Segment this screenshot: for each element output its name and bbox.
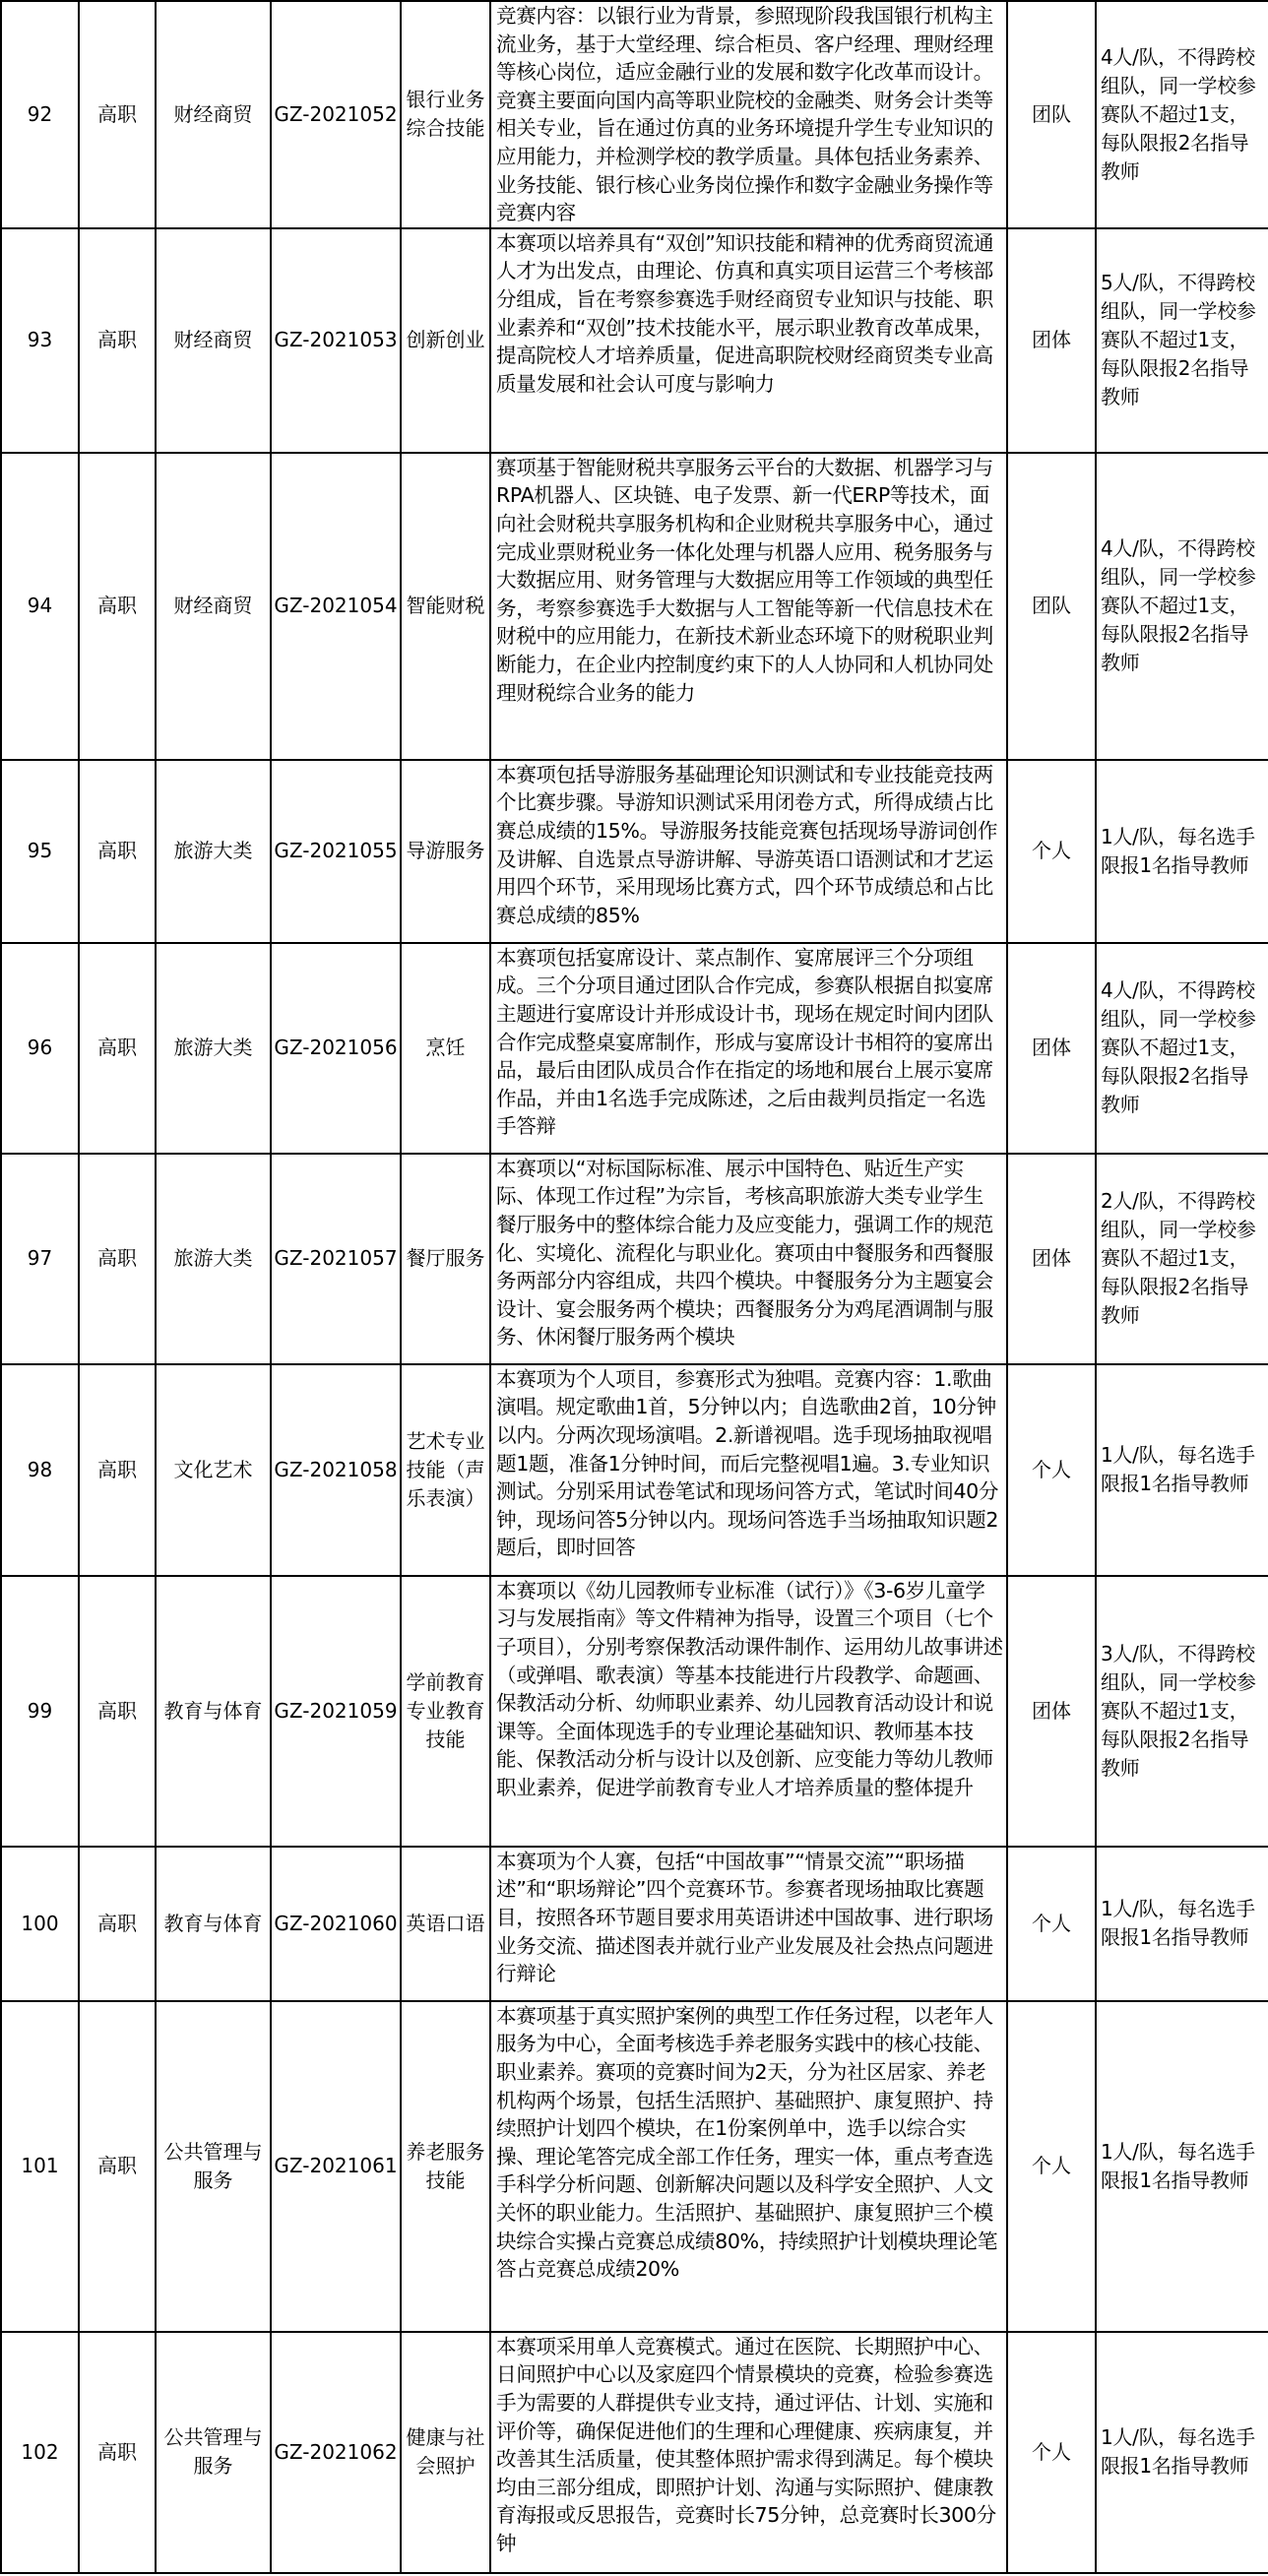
row-number: 99 [1,1576,79,1847]
team-limit: 4人/队，不得跨校组队，同一学校参赛队不超过1支，每队限报2名指导教师 [1096,1,1268,228]
event-description: 本赛项以培养具有“双创”知识技能和精神的优秀商贸流通人才为出发点，由理论、仿真和真实项目运营三个考核部分组成，旨在考察参赛选手财经商贸专业知识与技能、职业素养和“双创”技术技能水平，展示职业教育改革成果，提高院校人才培养质量，促进高职院校财经商贸类专业高质量发展和社会认可度与影响力 [490,228,1007,453]
row-number: 96 [1,943,79,1154]
level: 高职 [79,1576,156,1847]
level: 高职 [79,1364,156,1576]
event-name: 智能财税 [401,453,490,760]
event-description: 本赛项为个人项目，参赛形式为独唱。竞赛内容：1.歌曲演唱。规定歌曲1首，5分钟以内；自选歌曲2首，10分钟以内。分两次现场演唱。2.新谱视唱。选手现场抽取视唱题1题，准备1分钟时间，而后完整视唱1遍。3.专业知识测试。分别采用试卷笔试和现场问答方式，笔试时间40分钟，现场问答5分钟以内。现场问答选手当场抽取知识题2题后，即时回答 [490,1364,1007,1576]
table-row [1,943,1268,1154]
event-name: 银行业务综合技能 [401,1,490,228]
event-description: 本赛项以《幼儿园教师专业标准（试行）》《3-6岁儿童学习与发展指南》等文件精神为指导，设置三个项目（七个子项目），分别考察保教活动课件制作、运用幼儿故事讲述（或弹唱、歌表演）等基本技能进行片段教学、命题画、保教活动分析、幼师职业素养、幼儿园教育活动设计和说课等。全面体现选手的专业理论基础知识、教师基本技能、保教活动分析与设计以及创新、应变能力等幼儿教师职业素养，促进学前教育专业人才培养质量的整体提升 [490,1576,1007,1847]
event-code: GZ-2021054 [271,453,401,760]
event-name: 英语口语 [401,1847,490,2001]
event-description: 本赛项包括导游服务基础理论知识测试和专业技能竞技两个比赛步骤。导游知识测试采用闭卷方式，所得成绩占比赛总成绩的15%。导游服务技能竞赛包括现场导游词创作及讲解、自选景点导游讲解、导游英语口语测试和才艺运用四个环节，采用现场比赛方式，四个环节成绩总和占比赛总成绩的85% [490,760,1007,943]
event-code: GZ-2021060 [271,1847,401,2001]
category: 公共管理与服务 [156,2001,271,2332]
participation-type: 团体 [1007,228,1096,453]
event-name: 餐厅服务 [401,1154,490,1364]
level: 高职 [79,1,156,228]
team-limit: 1人/队，每名选手限报1名指导教师 [1096,760,1268,943]
row-number: 101 [1,2001,79,2332]
participation-type: 团体 [1007,943,1096,1154]
row-number: 93 [1,228,79,453]
event-code: GZ-2021056 [271,943,401,1154]
event-name: 养老服务技能 [401,2001,490,2332]
event-name: 艺术专业技能（声乐表演） [401,1364,490,1576]
participation-type: 个人 [1007,1364,1096,1576]
event-description: 本赛项以“对标国际标准、展示中国特色、贴近生产实际、体现工作过程”为宗旨，考核高职旅游大类专业学生餐厅服务中的整体综合能力及应变能力，强调工作的规范化、实境化、流程化与职业化。赛项由中餐服务和西餐服务两部分内容组成，共四个模块。中餐服务分为主题宴会设计、宴会服务两个模块；西餐服务分为鸡尾酒调制与服务、休闲餐厅服务两个模块 [490,1154,1007,1364]
participation-type: 团队 [1007,453,1096,760]
row-number: 100 [1,1847,79,2001]
table-row [1,228,1268,453]
event-description: 本赛项为个人赛，包括“中国故事”“情景交流”“职场描述”和“职场辩论”四个竞赛环节。参赛者现场抽取比赛题目，按照各环节题目要求用英语讲述中国故事、进行职场业务交流、描述图表并就行业产业发展及社会热点问题进行辩论 [490,1847,1007,2001]
team-limit: 3人/队，不得跨校组队，同一学校参赛队不超过1支，每队限报2名指导教师 [1096,1576,1268,1847]
event-description: 竞赛内容：以银行业为背景，参照现阶段我国银行机构主流业务，基于大堂经理、综合柜员、客户经理、理财经理等核心岗位，适应金融行业的发展和数字化改革而设计。竞赛主要面向国内高等职业院校的金融类、财务会计类等相关专业，旨在通过仿真的业务环境提升学生专业知识的应用能力，并检测学校的教学质量。具体包括业务素养、业务技能、银行核心业务岗位操作和数字金融业务操作等竞赛内容 [490,1,1007,228]
team-limit: 2人/队，不得跨校组队，同一学校参赛队不超过1支，每队限报2名指导教师 [1096,1154,1268,1364]
participation-type: 个人 [1007,2332,1096,2573]
event-name: 烹饪 [401,943,490,1154]
event-code: GZ-2021061 [271,2001,401,2332]
table-row [1,1154,1268,1364]
team-limit: 4人/队，不得跨校组队，同一学校参赛队不超过1支，每队限报2名指导教师 [1096,943,1268,1154]
event-name: 创新创业 [401,228,490,453]
event-description: 赛项基于智能财税共享服务云平台的大数据、机器学习与RPA机器人、区块链、电子发票、新一代ERP等技术，面向社会财税共享服务机构和企业财税共享服务中心，通过完成业票财税业务一体化处理与机器人应用、税务服务与大数据应用、财务管理与大数据应用等工作领域的典型任务，考察参赛选手大数据与人工智能等新一代信息技术在财税中的应用能力，在新技术新业态环境下的财税职业判断能力，在企业内控制度约束下的人人协同和人机协同处理财税综合业务的能力 [490,453,1007,760]
table-row [1,2332,1268,2573]
participation-type: 个人 [1007,2001,1096,2332]
event-description: 本赛项基于真实照护案例的典型工作任务过程，以老年人服务为中心，全面考核选手养老服务实践中的核心技能、职业素养。赛项的竞赛时间为2天，分为社区居家、养老机构两个场景，包括生活照护、基础照护、康复照护、持续照护计划四个模块，在1份案例单中，选手以综合实操、理论笔答完成全部工作任务，理实一体，重点考查选手科学分析问题、创新解决问题以及科学安全照护、人文关怀的职业能力。生活照护、基础照护、康复照护三个模块综合实操占竞赛总成绩80%，持续照护计划模块理论笔答占竞赛总成绩20% [490,2001,1007,2332]
table-row [1,760,1268,943]
event-code: GZ-2021058 [271,1364,401,1576]
participation-type: 团体 [1007,1576,1096,1847]
category: 公共管理与服务 [156,2332,271,2573]
participation-type: 个人 [1007,760,1096,943]
table-row [1,1847,1268,2001]
category: 旅游大类 [156,1154,271,1364]
category: 财经商贸 [156,453,271,760]
category: 教育与体育 [156,1576,271,1847]
team-limit: 1人/队，每名选手限报1名指导教师 [1096,2332,1268,2573]
team-limit: 1人/队，每名选手限报1名指导教师 [1096,2001,1268,2332]
event-code: GZ-2021059 [271,1576,401,1847]
table-row [1,1,1268,228]
event-name: 健康与社会照护 [401,2332,490,2573]
category: 财经商贸 [156,228,271,453]
event-description: 本赛项包括宴席设计、菜点制作、宴席展评三个分项组成。三个分项目通过团队合作完成，参赛队根据自拟宴席主题进行宴席设计并形成设计书，现场在规定时间内团队合作完成整桌宴席制作，形成与宴席设计书相符的宴席出品，最后由团队成员合作在指定的场地和展台上展示宴席作品，并由1名选手完成陈述，之后由裁判员指定一名选手答辩 [490,943,1007,1154]
event-name: 学前教育专业教育技能 [401,1576,490,1847]
participation-type: 团队 [1007,1,1096,228]
level: 高职 [79,760,156,943]
category: 旅游大类 [156,943,271,1154]
table-row [1,2001,1268,2332]
level: 高职 [79,1847,156,2001]
level: 高职 [79,943,156,1154]
level: 高职 [79,2001,156,2332]
table-row [1,1576,1268,1847]
event-description: 本赛项采用单人竞赛模式。通过在医院、长期照护中心、日间照护中心以及家庭四个情景模块的竞赛，检验参赛选手为需要的人群提供专业支持，通过评估、计划、实施和评价等，确保促进他们的生理和心理健康、疾病康复，并改善其生活质量，使其整体照护需求得到满足。每个模块均由三部分组成，即照护计划、沟通与实际照护、健康教育海报或反思报告，竞赛时长75分钟，总竞赛时长300分钟 [490,2332,1007,2573]
table-row [1,1364,1268,1576]
event-code: GZ-2021053 [271,228,401,453]
event-code: GZ-2021055 [271,760,401,943]
level: 高职 [79,453,156,760]
team-limit: 4人/队，不得跨校组队，同一学校参赛队不超过1支，每队限报2名指导教师 [1096,453,1268,760]
participation-type: 团体 [1007,1154,1096,1364]
participation-type: 个人 [1007,1847,1096,2001]
team-limit: 1人/队，每名选手限报1名指导教师 [1096,1364,1268,1576]
team-limit: 1人/队，每名选手限报1名指导教师 [1096,1847,1268,2001]
row-number: 98 [1,1364,79,1576]
row-number: 102 [1,2332,79,2573]
team-limit: 5人/队，不得跨校组队，同一学校参赛队不超过1支，每队限报2名指导教师 [1096,228,1268,453]
category: 财经商贸 [156,1,271,228]
event-code: GZ-2021057 [271,1154,401,1364]
category: 文化艺术 [156,1364,271,1576]
row-number: 94 [1,453,79,760]
event-code: GZ-2021052 [271,1,401,228]
category: 教育与体育 [156,1847,271,2001]
level: 高职 [79,228,156,453]
level: 高职 [79,2332,156,2573]
level: 高职 [79,1154,156,1364]
event-name: 导游服务 [401,760,490,943]
row-number: 95 [1,760,79,943]
category: 旅游大类 [156,760,271,943]
row-number: 97 [1,1154,79,1364]
table-row [1,453,1268,760]
row-number: 92 [1,1,79,228]
event-code: GZ-2021062 [271,2332,401,2573]
